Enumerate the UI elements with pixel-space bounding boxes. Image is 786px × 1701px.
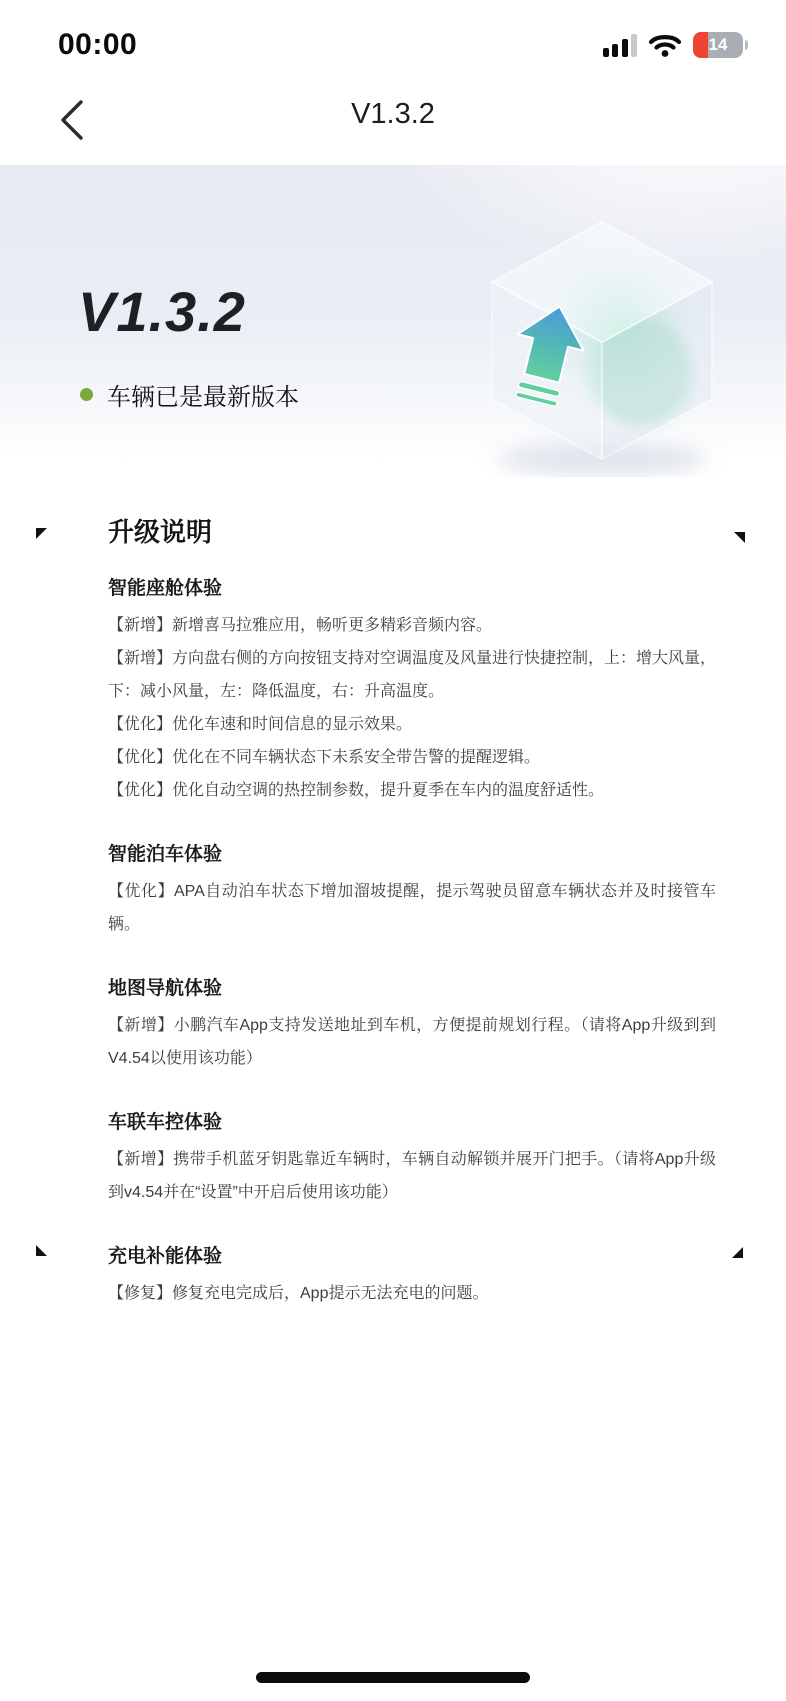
cellular-signal-icon bbox=[603, 33, 638, 57]
release-note-section bbox=[108, 1241, 716, 1310]
status-text: 车辆已是最新版本 bbox=[107, 384, 299, 411]
release-note-item: 【新增】新增喜马拉雅应用，畅听更多精彩音频内容。 bbox=[108, 617, 493, 634]
release-notes-sections bbox=[108, 573, 716, 1310]
page-title: V1.3.2 bbox=[351, 98, 435, 130]
section-items bbox=[108, 875, 716, 941]
section-title: 地图导航体验 bbox=[108, 978, 223, 999]
release-note-item: 【优化】优化车速和时间信息的显示效果。 bbox=[108, 716, 413, 733]
release-note-item: 【新增】携带手机蓝牙钥匙靠近车辆时，车辆自动解锁并展开门把手。（请将App升级到v4.54并在“设置”中开启后使用该功能） bbox=[108, 1151, 716, 1201]
section-title: 充电补能体验 bbox=[108, 1246, 223, 1267]
battery-icon bbox=[693, 32, 748, 58]
section-title: 智能泊车体验 bbox=[108, 844, 223, 865]
release-note-item: 【优化】APA自动泊车状态下增加溜坡提醒，提示驾驶员留意车辆状态并及时接管车辆。 bbox=[108, 883, 716, 933]
status-dot-icon bbox=[80, 388, 93, 401]
crop-mark-bottom-left bbox=[36, 1245, 47, 1256]
crop-mark-top-left bbox=[36, 528, 47, 539]
home-indicator[interactable] bbox=[256, 1672, 530, 1683]
release-note-item: 【修复】修复充电完成后，App提示无法充电的问题。 bbox=[108, 1285, 489, 1302]
battery-percentage: 14 bbox=[708, 35, 728, 54]
upgrade-cube-illustration bbox=[462, 207, 742, 482]
section-items bbox=[108, 1277, 716, 1310]
section-items bbox=[108, 1143, 716, 1209]
crop-mark-top-right bbox=[734, 532, 745, 543]
release-notes bbox=[108, 512, 716, 1342]
section-items bbox=[108, 609, 716, 807]
section-items bbox=[108, 1009, 716, 1075]
release-note-item: 【新增】方向盘右侧的方向按钮支持对空调温度及风量进行快捷控制，上：增大风量，下：减小风量，左：降低温度，右：升高温度。 bbox=[108, 650, 717, 700]
release-note-section bbox=[108, 839, 716, 941]
section-title: 车联车控体验 bbox=[108, 1112, 223, 1133]
release-note-section bbox=[108, 573, 716, 807]
release-note-item: 【优化】优化在不同车辆状态下未系安全带告警的提醒逻辑。 bbox=[108, 749, 541, 766]
version-number: V1.3.2 bbox=[78, 280, 246, 343]
crop-mark-bottom-right bbox=[732, 1247, 743, 1258]
version-hero bbox=[0, 165, 786, 461]
release-note-section bbox=[108, 1107, 716, 1209]
section-title: 智能座舱体验 bbox=[108, 578, 223, 599]
version-status bbox=[80, 377, 299, 412]
clock: 00:00 bbox=[58, 28, 138, 61]
wifi-icon bbox=[648, 32, 682, 58]
status-icons bbox=[603, 32, 749, 58]
battery-cap bbox=[745, 40, 748, 50]
status-bar bbox=[0, 0, 786, 80]
nav-bar bbox=[0, 88, 786, 150]
release-notes-heading: 升级说明 bbox=[108, 517, 213, 547]
release-note-item: 【新增】小鹏汽车App支持发送地址到车机，方便提前规划行程。（请将App升级到到V4.54以使用该功能） bbox=[108, 1017, 716, 1067]
release-note-section bbox=[108, 973, 716, 1075]
release-note-item: 【优化】优化自动空调的热控制参数，提升夏季在车内的温度舒适性。 bbox=[108, 782, 605, 799]
